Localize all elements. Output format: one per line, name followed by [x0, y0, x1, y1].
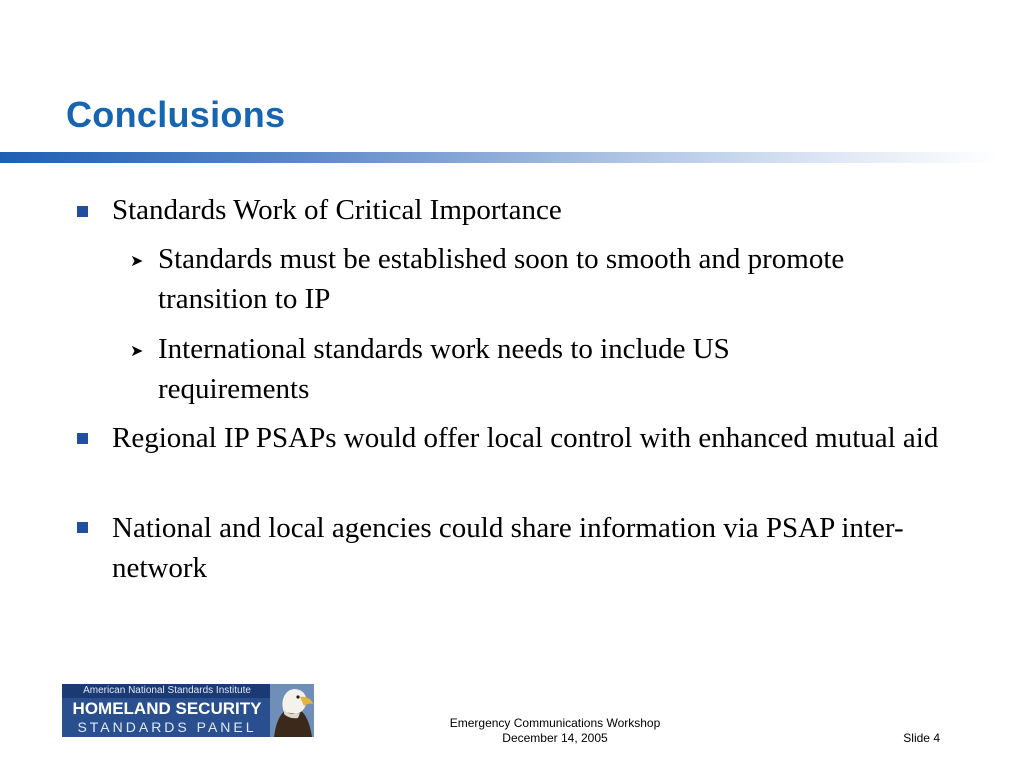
footer-event [400, 716, 710, 746]
slide-title: Conclusions [66, 94, 286, 135]
sub-bullet-item: International standards work needs to include US requirements [158, 333, 730, 405]
arrow-bullet-icon: ➤ [130, 341, 144, 360]
title-divider [0, 152, 1000, 163]
bullet-item: Regional IP PSAPs would offer local control with enhanced mutual aid [112, 422, 939, 454]
logo-main-text: HOMELAND SECURITY [72, 699, 262, 718]
bullet-item: National and local agencies could share information via PSAP inter-network [112, 512, 904, 584]
event-name: Emergency Communications Workshop [449, 716, 661, 730]
bullet-item: Standards Work of Critical Importance [112, 194, 562, 226]
eagle-icon [270, 684, 314, 737]
sub-bullet-item: Standards must be established soon to smooth and promote transition to IP [158, 243, 845, 315]
square-bullet-icon [77, 522, 88, 533]
square-bullet-icon [77, 206, 88, 217]
arrow-bullet-icon: ➤ [130, 251, 144, 270]
hssp-logo [62, 684, 314, 737]
slide-number: Slide 4 [903, 731, 940, 745]
square-bullet-icon [77, 433, 88, 444]
event-date: December 14, 2005 [502, 731, 608, 745]
logo-sub-text: STANDARDS PANEL [77, 719, 257, 735]
logo-org-name: American National Standards Institute [62, 684, 272, 698]
